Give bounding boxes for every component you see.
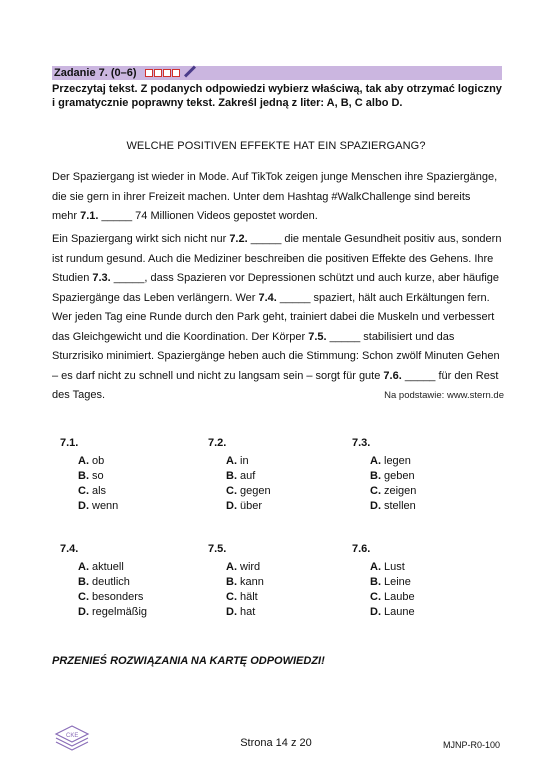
question-number: 7.2. <box>208 437 227 449</box>
option-letter: D. <box>78 500 89 512</box>
instruction-line: Przeczytaj tekst. Z podanych odpowiedzi wybierz właściwą, tak aby otrzymać logiczny <box>52 83 502 95</box>
option-text: Laune <box>384 606 415 618</box>
task-header <box>52 66 502 80</box>
page-number: Strona 14 z 20 <box>240 737 312 749</box>
option-text: ob <box>92 455 105 467</box>
text-line <box>52 367 504 387</box>
answer-option[interactable] <box>208 606 348 621</box>
source-note: Na podstawie: www.stern.de <box>384 390 504 401</box>
text-segment: Studien <box>52 272 93 284</box>
option-text: besonders <box>92 591 144 603</box>
answer-option[interactable] <box>352 455 492 470</box>
answer-option[interactable] <box>60 576 200 591</box>
answer-option[interactable] <box>60 470 200 485</box>
answer-option[interactable] <box>352 591 492 606</box>
stamp-box-icon <box>154 69 162 77</box>
answer-option[interactable] <box>352 485 492 500</box>
gap-number: 7.1. <box>80 210 99 222</box>
option-text: hat <box>240 606 256 618</box>
text-line <box>52 328 504 348</box>
stamp-box-icon <box>163 69 171 77</box>
answer-option[interactable] <box>352 470 492 485</box>
option-letter: A. <box>226 455 237 467</box>
option-letter: B. <box>78 470 89 482</box>
option-letter: C. <box>78 591 89 603</box>
pen-icon <box>184 65 196 77</box>
text-segment: _____ die mentale Gesundheit positiv aus, sondern <box>247 233 502 245</box>
answer-option[interactable] <box>208 500 348 515</box>
answer-option[interactable] <box>60 591 200 606</box>
option-letter: A. <box>370 455 381 467</box>
answer-option[interactable] <box>60 606 200 621</box>
text-segment: das Gleichgewicht und die Koordination. Der Körper <box>52 330 309 343</box>
answer-option[interactable] <box>60 561 200 576</box>
task-title: Zadanie 7. (0–6) <box>54 67 137 79</box>
option-text: geben <box>384 470 415 482</box>
gap-number: 7.2. <box>229 233 248 245</box>
text-line <box>52 347 504 367</box>
question-block <box>352 543 492 621</box>
option-text: auf <box>240 470 256 482</box>
option-text: so <box>92 470 104 482</box>
difficulty-stamp <box>145 69 197 77</box>
text-segment: Ein Spaziergang wirkt sich nicht nur <box>52 233 230 245</box>
option-letter: D. <box>370 500 381 512</box>
question-number: 7.1. <box>60 437 79 449</box>
text-line <box>52 250 504 270</box>
text-segment: Wer jeden Tag eine Runde durch den Park geht, trainiert dabei die Muskeln und verbessert <box>52 311 495 323</box>
option-text: legen <box>384 455 411 467</box>
option-text: hält <box>240 591 258 603</box>
option-letter: C. <box>226 485 237 497</box>
text-segment: _____, dass Spazieren vor Depressionen schützt und auch kurze, aber häufige <box>110 272 500 284</box>
option-letter: A. <box>78 561 89 573</box>
paragraph-2 <box>52 230 504 406</box>
answer-option[interactable] <box>60 455 200 470</box>
stamp-box-icon <box>172 69 180 77</box>
answer-option[interactable] <box>208 576 348 591</box>
question-number: 7.4. <box>60 543 79 555</box>
option-letter: D. <box>78 606 89 618</box>
answer-option[interactable] <box>208 591 348 606</box>
text-line <box>52 269 504 289</box>
text-line <box>52 289 504 309</box>
option-text: stellen <box>384 500 416 512</box>
text-line <box>52 188 504 208</box>
transfer-note: PRZENIEŚ ROZWIĄZANIA NA KARTĘ ODPOWIEDZI! <box>52 655 325 667</box>
answer-option[interactable] <box>352 561 492 576</box>
option-text: zeigen <box>384 485 417 497</box>
answer-option[interactable] <box>208 561 348 576</box>
option-text: kann <box>240 576 264 588</box>
question-number: 7.5. <box>208 543 227 555</box>
option-text: aktuell <box>92 561 124 573</box>
text-line <box>52 230 504 250</box>
option-text: in <box>240 455 249 467</box>
text-title: WELCHE POSITIVEN EFFEKTE HAT EIN SPAZIERGANG? <box>126 140 426 152</box>
option-letter: A. <box>370 561 381 573</box>
option-text: Lust <box>384 561 405 573</box>
option-letter: D. <box>370 606 381 618</box>
option-letter: D. <box>226 500 237 512</box>
instruction-line: i gramatycznie poprawny tekst. Zakreśl jedną z liter: A, B, C albo D. <box>52 97 403 109</box>
option-letter: C. <box>370 485 381 497</box>
option-letter: C. <box>226 591 237 603</box>
text-segment: Sturzrisiko minimiert. Spaziergänge heben auch die Stimmung: Schon zwölf Minuten Gehen <box>52 350 500 362</box>
document-code: MJNP-R0-100 <box>442 740 500 750</box>
logo-text: CKE <box>66 733 79 739</box>
gap-number: 7.6. <box>383 369 402 382</box>
question-block <box>208 437 348 515</box>
option-text: als <box>92 485 107 497</box>
option-letter: C. <box>78 485 89 497</box>
answer-option[interactable] <box>60 485 200 500</box>
option-letter: A. <box>226 561 237 573</box>
task-instruction <box>52 82 504 110</box>
option-text: über <box>240 500 263 512</box>
paragraph-1 <box>52 168 504 227</box>
stamp-box-icon <box>145 69 153 77</box>
text-segment: – es darf nicht zu schnell und nicht zu langsam sein – sorgt für gute <box>52 369 384 382</box>
text-segment: des Tages. <box>52 389 106 401</box>
option-text: wenn <box>92 500 119 512</box>
option-text: deutlich <box>92 576 130 588</box>
question-block <box>208 543 348 621</box>
text-line <box>52 207 504 227</box>
gap-number: 7.4. <box>258 291 277 304</box>
answer-option[interactable] <box>208 455 348 470</box>
option-letter: A. <box>78 455 89 467</box>
text-segment: mehr <box>52 210 81 222</box>
text-segment: _____ spaziert, hält auch Erkältungen fern. <box>276 291 490 304</box>
answer-option[interactable] <box>352 500 492 515</box>
question-number: 7.6. <box>352 543 371 555</box>
text-segment: Spaziergänge das Leben verlängern. Wer <box>52 291 259 304</box>
text-segment: die sie gern in ihrer Freizeit machen. Unter dem Hashtag #WalkChallenge sind bereits <box>52 190 471 203</box>
option-letter: D. <box>226 606 237 618</box>
option-text: gegen <box>240 485 271 497</box>
text-segment: ist rundum gesund. Auch die Mediziner beschreiben die positiven Effekte des Gehens. Ihre <box>52 252 494 265</box>
text-line <box>52 168 504 188</box>
option-letter: B. <box>226 470 237 482</box>
option-text: Leine <box>384 576 411 588</box>
question-block <box>60 437 200 515</box>
option-letter: B. <box>370 470 381 482</box>
answer-option[interactable] <box>208 470 348 485</box>
question-block <box>60 543 200 621</box>
question-block <box>352 437 492 515</box>
option-letter: B. <box>78 576 89 588</box>
option-letter: B. <box>226 576 237 588</box>
answer-option[interactable] <box>352 606 492 621</box>
text-segment: _____ stabilisiert und das <box>326 330 455 343</box>
gap-number: 7.3. <box>92 272 111 284</box>
gap-number: 7.5. <box>308 330 327 343</box>
option-letter: C. <box>370 591 381 603</box>
answer-option[interactable] <box>352 576 492 591</box>
option-letter: B. <box>370 576 381 588</box>
option-text: regelmäßig <box>92 606 148 618</box>
answer-option[interactable] <box>60 500 200 515</box>
text-segment: Der Spaziergang ist wieder in Mode. Auf TikTok zeigen junge Menschen ihre Spaziergänge, <box>52 171 498 183</box>
text-line <box>52 308 504 328</box>
option-text: Laube <box>384 591 415 603</box>
option-text: wird <box>240 561 261 573</box>
answer-option[interactable] <box>208 485 348 500</box>
question-number: 7.3. <box>352 437 371 449</box>
text-segment: _____ für den Rest <box>401 369 499 382</box>
text-segment: _____ 74 Millionen Videos gepostet worden. <box>98 210 318 222</box>
